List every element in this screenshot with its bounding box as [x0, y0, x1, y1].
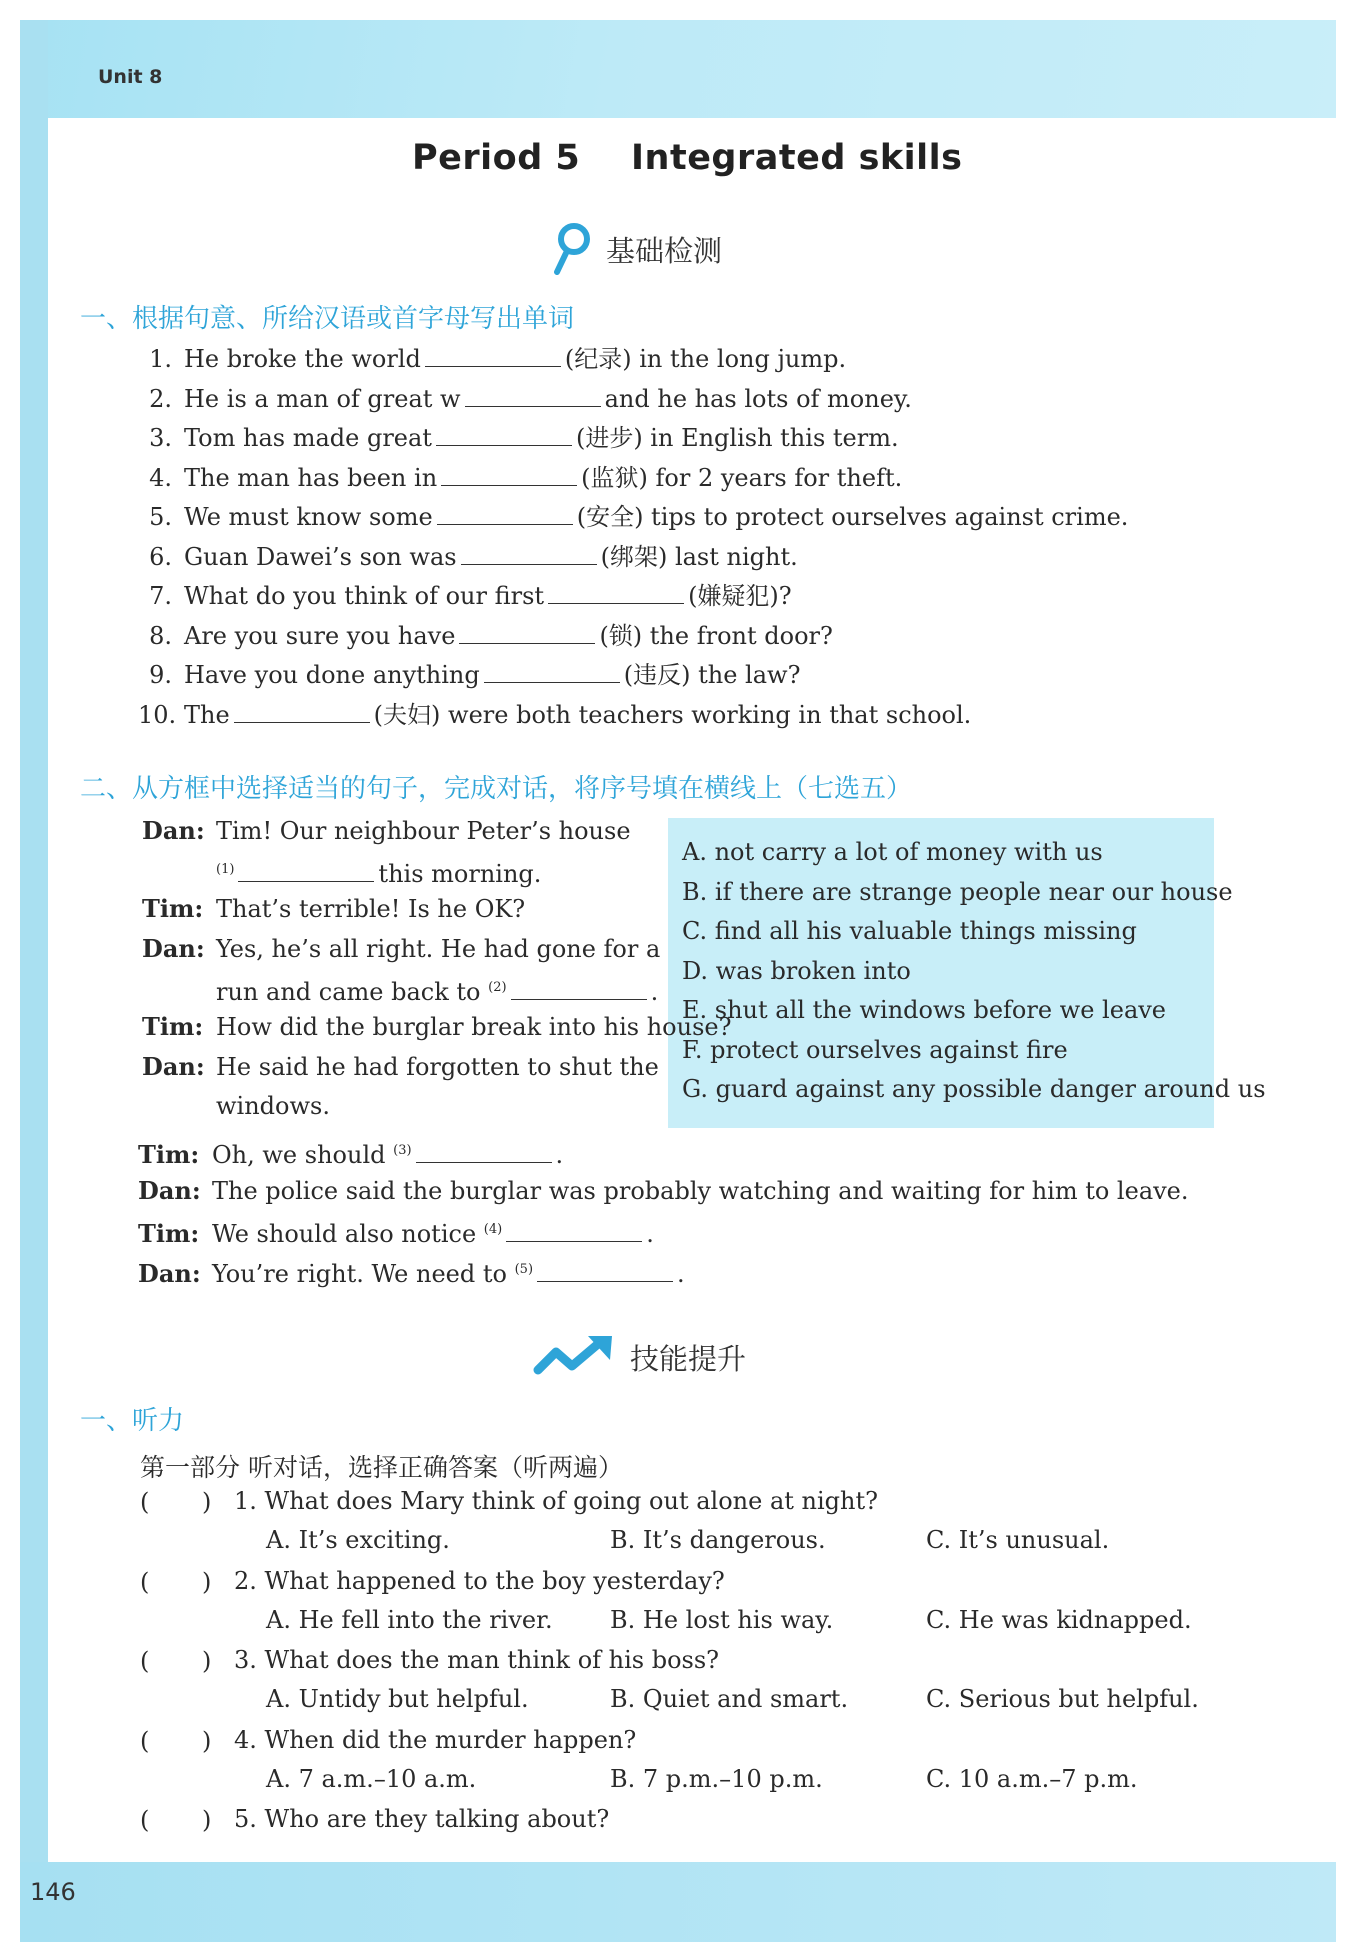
dialogue-end: .	[555, 1141, 564, 1169]
speaker-label: Dan:	[138, 1259, 201, 1288]
item-number: 9.	[149, 661, 172, 689]
answer-blank[interactable]	[548, 581, 684, 604]
item-text-after: (夫妇) were both teachers working in that school.	[373, 700, 972, 729]
item-text-after: (违反) the law?	[623, 661, 801, 689]
question-number: 1.	[234, 1487, 265, 1515]
question-stem: Who are they talking about?	[264, 1805, 610, 1833]
item-number: 1.	[149, 345, 172, 373]
question-text	[234, 1566, 725, 1596]
dialogue-line	[142, 973, 658, 1007]
speaker-label: Dan:	[138, 1176, 201, 1205]
item-number: 3.	[149, 424, 172, 452]
skills-section-label: 技能提升	[630, 1341, 747, 1376]
part2-heading: 二、从方框中选择适当的句子，完成对话，将序号填在横线上（七选五）	[80, 774, 913, 804]
dialogue-text: How did the burglar break into his house?	[216, 1013, 732, 1041]
trend-arrow-icon	[532, 1334, 616, 1380]
speaker-label: Tim:	[138, 1140, 200, 1169]
choice-a[interactable]: A. It’s exciting.	[266, 1526, 450, 1554]
dialogue-text: You’re right. We need to	[212, 1260, 507, 1288]
question-stem: When did the murder happen?	[264, 1725, 637, 1754]
item-number: 6.	[149, 542, 172, 571]
item-text-before: Tom has made great	[184, 424, 432, 452]
dialogue-text: this morning.	[378, 860, 542, 888]
answer-paren-close: )	[202, 1806, 212, 1834]
fill-in-item	[138, 384, 912, 414]
fill-in-item	[138, 542, 798, 572]
choice-b[interactable]: B. He lost his way.	[610, 1605, 834, 1634]
option-item: F. protect ourselves against fire	[682, 1035, 1068, 1064]
speaker-label: Tim:	[142, 894, 204, 923]
option-item: A. not carry a lot of money with us	[682, 838, 1103, 866]
listening-instruction: 第一部分 听对话，选择正确答案（听两遍）	[140, 1453, 623, 1482]
fill-in-item	[138, 423, 899, 453]
item-text-before: He broke the world	[184, 345, 421, 373]
option-item: C. find all his valuable things missing	[682, 917, 1137, 945]
item-number: 7.	[149, 582, 172, 610]
answer-blank[interactable]	[511, 977, 647, 1000]
question-number: 4.	[234, 1725, 265, 1754]
dialogue-text: That’s terrible! Is he OK?	[216, 895, 526, 923]
dialogue-line	[138, 1215, 654, 1249]
fill-in-item	[138, 463, 902, 493]
choice-a[interactable]: A. Untidy but helpful.	[266, 1685, 529, 1713]
fill-in-item	[138, 700, 971, 730]
blank-number: (5)	[514, 1262, 534, 1277]
skills-section-heading	[532, 1334, 746, 1380]
item-text-after: (进步) in English this term.	[575, 424, 899, 452]
item-number: 8.	[149, 621, 172, 650]
dialogue-end: .	[677, 1260, 685, 1288]
dialogue-line	[142, 855, 541, 889]
answer-paren-close: )	[202, 1726, 212, 1755]
header-band	[20, 20, 1336, 118]
dialogue-line	[138, 1176, 1189, 1206]
item-number: 5.	[149, 503, 172, 531]
answer-blank[interactable]	[436, 423, 572, 446]
item-number: 2.	[149, 384, 172, 413]
dialogue-text: Oh, we should	[212, 1141, 386, 1169]
choice-c[interactable]: C. It’s unusual.	[926, 1526, 1110, 1554]
item-text-after: (监狱) for 2 years for theft.	[581, 463, 903, 492]
speaker-label: Tim:	[142, 1012, 204, 1041]
choice-a[interactable]: A. 7 a.m.–10 a.m.	[266, 1764, 477, 1793]
dialogue-line	[142, 816, 631, 846]
item-text-before: Are you sure you have	[184, 621, 456, 650]
answer-blank[interactable]	[506, 1219, 642, 1242]
dialogue-line	[142, 934, 660, 964]
question-number: 3.	[234, 1646, 265, 1674]
speaker-label: Tim:	[138, 1219, 200, 1248]
item-text-before: He is a man of great w	[184, 384, 461, 413]
answer-blank[interactable]	[437, 502, 573, 525]
item-text-after: (绑架) last night.	[600, 542, 798, 571]
item-text-before: The man has been in	[184, 463, 438, 492]
choice-a[interactable]: A. He fell into the river.	[266, 1605, 553, 1634]
fill-in-item	[138, 581, 792, 611]
item-text-after: (锁) the front door?	[599, 621, 833, 650]
answer-blank[interactable]	[441, 463, 577, 486]
basic-section-heading	[552, 222, 722, 276]
dialogue-text: He said he had forgotten to shut the	[216, 1053, 659, 1081]
dialogue-text: Tim! Our neighbour Peter’s house	[216, 817, 631, 845]
option-item: B. if there are strange people near our house	[682, 877, 1233, 906]
answer-blank[interactable]	[537, 1259, 673, 1282]
answer-blank[interactable]	[234, 700, 370, 723]
question-text	[234, 1725, 636, 1755]
dialogue-line	[142, 1012, 731, 1042]
blank-number: (1)	[216, 862, 235, 877]
question-stem: What does Mary think of going out alone at night?	[264, 1487, 878, 1515]
choice-c[interactable]: C. Serious but helpful.	[926, 1685, 1199, 1713]
question-stem: What does the man think of his boss?	[264, 1646, 720, 1674]
question-stem: What happened to the boy yesterday?	[264, 1566, 725, 1595]
speaker-label: Dan:	[142, 934, 205, 963]
item-text-after: (嫌疑犯)?	[688, 582, 792, 610]
item-text-after: (纪录) in the long jump.	[564, 345, 847, 373]
speaker-label: Dan:	[142, 1052, 205, 1081]
item-number: 4.	[149, 463, 172, 492]
question-text	[234, 1486, 878, 1516]
dialogue-text: We should also notice	[212, 1220, 477, 1248]
choice-b[interactable]: B. 7 p.m.–10 p.m.	[610, 1764, 823, 1793]
page-title: Period 5 Integrated skills	[412, 138, 963, 178]
answer-paren-open[interactable]: (	[140, 1567, 150, 1596]
fill-in-item	[138, 660, 800, 690]
item-text-before: What do you think of our first	[184, 582, 545, 610]
question-number: 5.	[234, 1805, 265, 1833]
option-item: E. shut all the windows before we leave	[682, 996, 1167, 1024]
dialogue-line	[138, 1136, 563, 1170]
footer-band	[20, 1862, 1336, 1942]
blank-number: (4)	[483, 1222, 503, 1237]
dialogue-line	[138, 1255, 685, 1289]
answer-blank[interactable]	[459, 621, 595, 644]
question-text	[234, 1804, 609, 1834]
page-number: 146	[30, 1878, 76, 1906]
option-item: G. guard against any possible danger around us	[682, 1075, 1266, 1103]
dialogue-text: windows.	[216, 1092, 330, 1120]
part1-heading: 一、根据句意、所给汉语或首字母写出单词	[80, 304, 575, 334]
left-band	[20, 20, 48, 1868]
item-text-before: Have you done anything	[184, 661, 480, 689]
answer-blank[interactable]	[484, 660, 620, 683]
dialogue-line	[142, 894, 525, 924]
answer-paren-open[interactable]: (	[140, 1806, 150, 1834]
answer-blank[interactable]	[461, 542, 597, 565]
blank-number: (2)	[488, 980, 507, 995]
item-text-after: and he has lots of money.	[604, 384, 912, 413]
choice-b[interactable]: B. It’s dangerous.	[610, 1526, 826, 1554]
item-number: 10.	[138, 700, 177, 729]
answer-blank[interactable]	[465, 384, 601, 407]
answer-paren-close: )	[202, 1488, 212, 1516]
choice-c[interactable]: C. 10 a.m.–7 p.m.	[926, 1764, 1138, 1793]
choice-c[interactable]: C. He was kidnapped.	[926, 1605, 1192, 1634]
answer-paren-close: )	[202, 1567, 212, 1596]
dialogue-line	[142, 1052, 659, 1082]
answer-blank[interactable]	[425, 344, 561, 367]
dialogue-end: .	[646, 1220, 654, 1248]
answer-paren-close: )	[202, 1647, 212, 1675]
dialogue-line	[142, 1091, 330, 1121]
answer-paren-open[interactable]: (	[140, 1488, 150, 1516]
option-item: D. was broken into	[682, 956, 911, 985]
item-text-before: We must know some	[184, 503, 433, 531]
dialogue-text: Yes, he’s all right. He had gone for a	[216, 935, 661, 963]
fill-in-item	[138, 502, 1128, 532]
answer-paren-open[interactable]: (	[140, 1726, 150, 1755]
fill-in-item	[138, 344, 846, 374]
basic-section-label: 基础检测	[606, 233, 723, 268]
fill-in-item	[138, 621, 833, 651]
speaker-label: Dan:	[142, 816, 205, 845]
question-text	[234, 1645, 719, 1675]
item-text-after: (安全) tips to protect ourselves against crime.	[576, 503, 1129, 531]
listening-heading: 一、听力	[80, 1406, 185, 1436]
answer-blank[interactable]	[416, 1140, 552, 1163]
item-text-before: The	[184, 700, 230, 729]
magnifier-icon	[552, 222, 592, 276]
question-number: 2.	[234, 1566, 265, 1595]
answer-paren-open[interactable]: (	[140, 1647, 150, 1675]
blank-number: (3)	[393, 1143, 412, 1158]
dialogue-text: run and came back to	[216, 978, 481, 1006]
item-text-before: Guan Dawei’s son was	[184, 542, 457, 571]
dialogue-text: The police said the burglar was probably watching and waiting for him to leave.	[212, 1177, 1189, 1205]
choice-b[interactable]: B. Quiet and smart.	[610, 1685, 849, 1713]
dialogue-end: .	[650, 978, 659, 1006]
unit-label: Unit 8	[98, 66, 163, 88]
answer-blank[interactable]	[238, 859, 374, 882]
